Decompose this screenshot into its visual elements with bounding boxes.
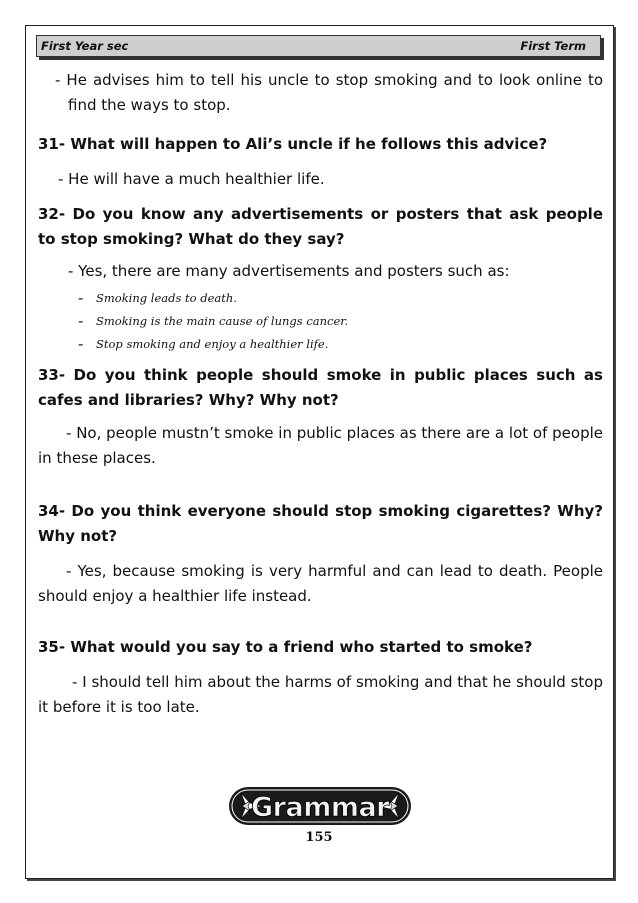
page-header xyxy=(36,35,601,57)
question-31: 31- What will happen to Ali’s uncle if he follows this advice? xyxy=(38,135,548,153)
answer-30: - He advises him to tell his uncle to stop smoking and to look online to find the ways to stop. xyxy=(55,71,603,114)
answer-32: - Yes, there are many advertisements and posters such as: xyxy=(68,262,510,280)
grammar-banner-text: Grammar xyxy=(251,792,389,823)
grammar-banner xyxy=(228,785,412,827)
page-content xyxy=(38,68,603,720)
question-32: 32- Do you know any advertisements or posters that ask people to stop smoking? What do they say? xyxy=(38,205,603,248)
list-item: - Stop smoking and enjoy a healthier life. xyxy=(78,335,329,353)
answer-31: - He will have a much healthier life. xyxy=(58,170,325,188)
poster-slogans-list xyxy=(38,287,603,356)
answer-34: - Yes, because smoking is very harmful and can lead to death. People should enjoy a healthier life instead. xyxy=(38,562,603,605)
question-35: 35- What would you say to a friend who started to smoke? xyxy=(38,638,533,656)
header-term: First Term xyxy=(520,39,586,53)
list-item: - Smoking is the main cause of lungs cancer. xyxy=(78,312,349,330)
answer-33: - No, people mustn’t smoke in public places as there are a lot of people in these places. xyxy=(38,424,603,467)
question-33: 33- Do you think people should smoke in public places such as cafes and libraries? Why? Why not? xyxy=(38,366,603,409)
page-number: 155 xyxy=(305,830,333,845)
header-year: First Year sec xyxy=(41,39,129,53)
grammar-banner-graphic xyxy=(228,785,412,827)
question-34: 34- Do you think everyone should stop smoking cigarettes? Why? Why not? xyxy=(38,502,603,545)
answer-35: - I should tell him about the harms of smoking and that he should stop it before it is too late. xyxy=(38,673,603,716)
list-item: - Smoking leads to death. xyxy=(78,289,237,307)
